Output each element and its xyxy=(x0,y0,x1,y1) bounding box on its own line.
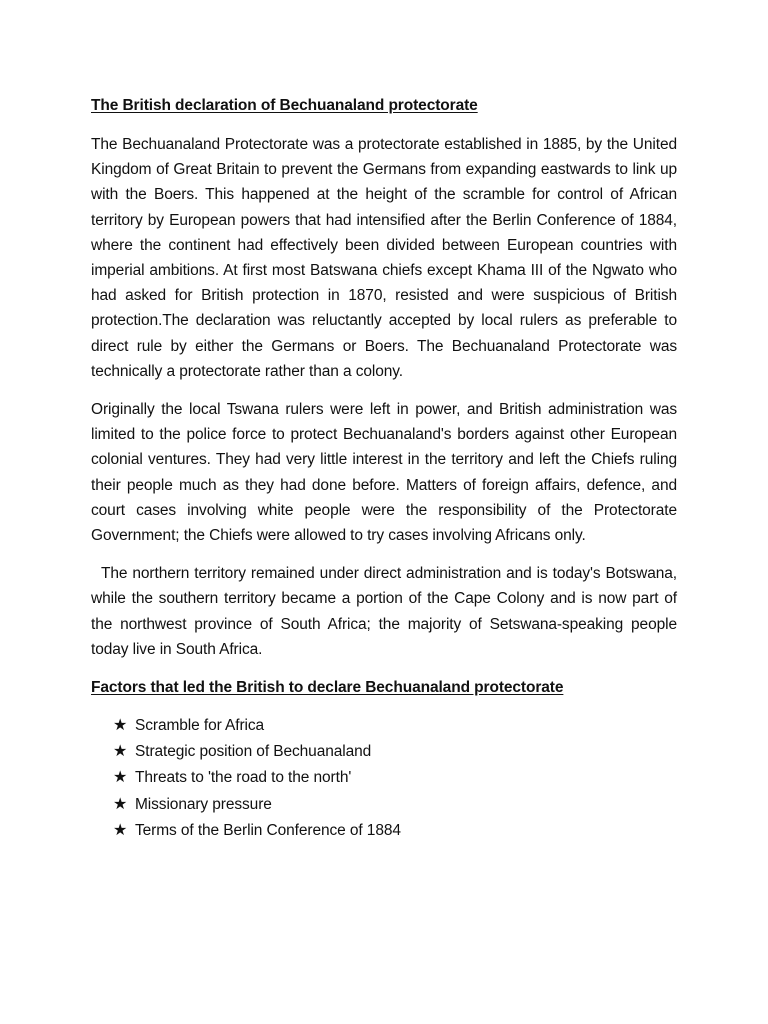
paragraph-administration: Originally the local Tswana rulers were left in power, and British administration was limited to the police force to protect Bechuanaland's borders against other European colonial ventures. They had very little interest in the territory and left the Chiefs ruling their people much as they had done before. Matters of foreign affairs, defence, and court cases involving white people were the responsibility of the Protectorate Government; the Chiefs were allowed to try cases involving Africans only. xyxy=(91,401,677,545)
list-item xyxy=(113,712,677,738)
list-item-label: Terms of the Berlin Conference of 1884 xyxy=(135,821,401,839)
list-item-label: Threats to 'the road to the north' xyxy=(135,769,352,787)
paragraph-establishment: The Bechuanaland Protectorate was a protectorate established in 1885, by the United Kingdom of Great Britain to prevent the Germans from expanding eastwards to link up with the Boers. This happened at the height of the scramble for control of African territory by European powers that had intensified after the Berlin Conference of 1884, where the continent had effectively been divided between European countries with imperial ambitions. At first most Batswana chiefs except Khama III of the Ngwato who had asked for British protection in 1870, resisted and were suspicious of British protection.The declaration was reluctantly accepted by local rulers as preferable to direct rule by either the Germans or Boers. The Bechuanaland Protectorate was technically a protectorate rather than a colony. xyxy=(91,136,677,380)
paragraph-territory-division: The northern territory remained under direct administration and is today's Botswana, while the southern territory became a portion of the Cape Colony and is now part of the northwest province of South Africa; the majority of Setswana-speaking people today live in South Africa. xyxy=(91,565,677,658)
factors-list xyxy=(91,712,677,843)
star-icon: ★ xyxy=(113,767,128,787)
star-icon: ★ xyxy=(113,793,128,813)
list-item xyxy=(113,817,677,843)
list-item xyxy=(113,738,677,764)
star-icon: ★ xyxy=(113,741,128,761)
list-item-label: Missionary pressure xyxy=(135,795,272,813)
section-heading-declaration: The British declaration of Bechuanaland protectorate xyxy=(91,97,478,114)
section-heading-factors: Factors that led the British to declare Bechuanaland protectorate xyxy=(91,679,564,697)
star-icon: ★ xyxy=(113,819,128,839)
list-item xyxy=(113,791,677,817)
list-item-label: Strategic position of Bechuanaland xyxy=(135,743,372,761)
list-item-label: Scramble for Africa xyxy=(135,717,265,735)
list-item xyxy=(113,764,677,790)
star-icon: ★ xyxy=(113,715,128,735)
document-page xyxy=(91,93,677,843)
